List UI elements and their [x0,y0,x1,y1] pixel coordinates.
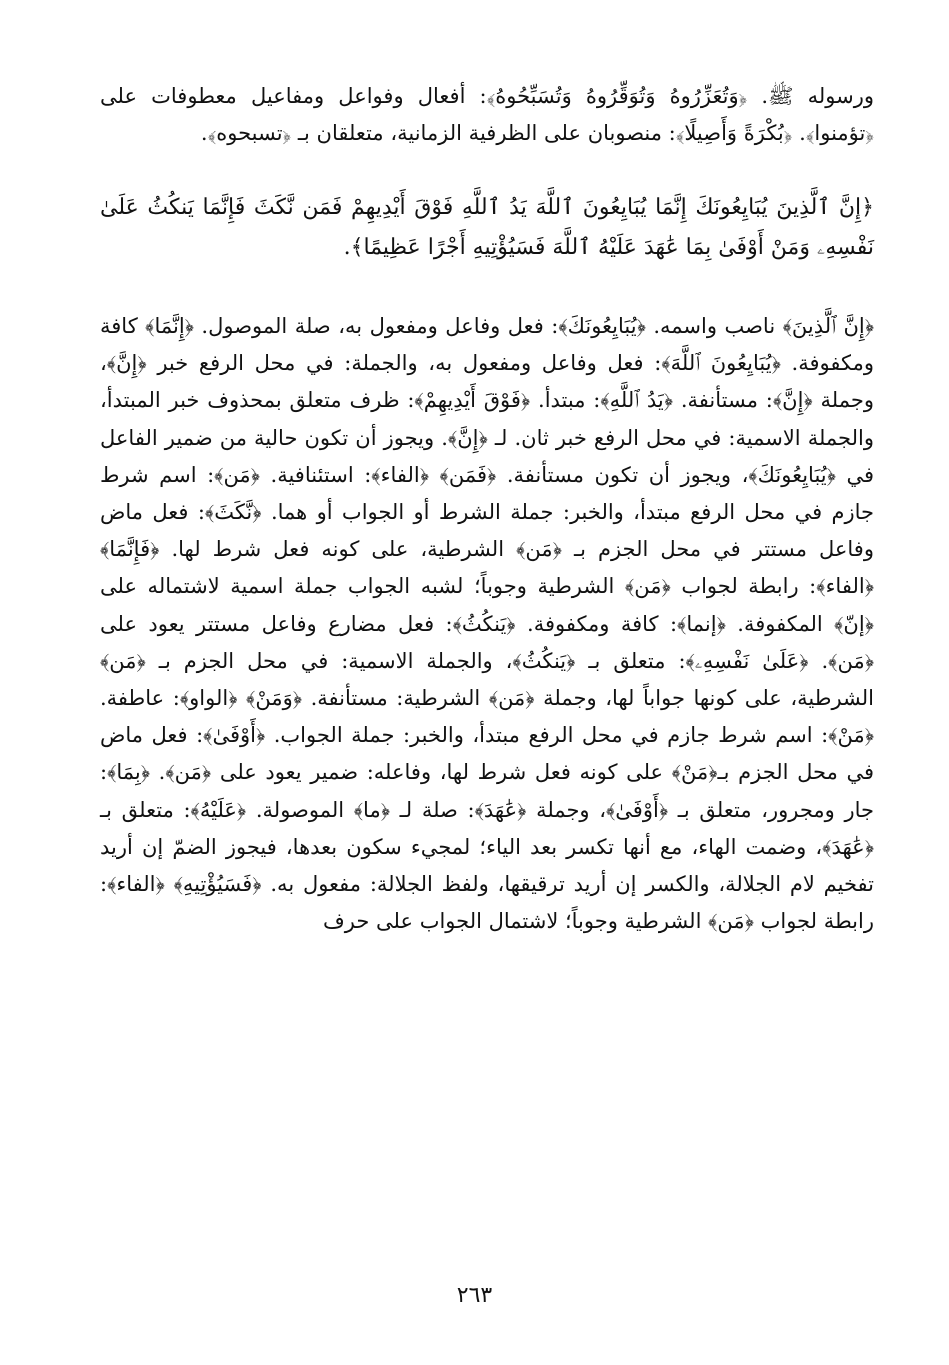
intro-paragraph: ورسوله ﷺ. ﴿وَتُعَزِّرُوهُ وَتُوَقِّرُوهُ وَتُسَبِّحُوهُ﴾: أفعال وفواعل ومفاعيل معطوفات على ﴿تؤمنوا﴾. ﴿بُكْرَةً وَأَصِيلًا﴾: منصوبان على الظرفية الزمانية، متعلقان بـ ﴿تسبحوه﴾. [100,84,874,145]
page-number: ٢٦٣ [456,1283,493,1308]
page-content [100,78,874,940]
quran-verse: ﴿إِنَّ ٱلَّذِينَ يُبَايِعُونَكَ إِنَّمَا يُبَايِعُونَ ٱللَّهَ يَدُ ٱللَّهِ فَوْقَ أَيْدِيهِمْ فَمَن نَّكَثَ فَإِنَّمَا يَنكُثُ عَلَىٰ نَفْسِهِۦ وَمَنْ أَوْفَىٰ بِمَا عَٰهَدَ عَلَيْهُ ٱللَّهَ فَسَيُؤْتِيهِ أَجْرًا عَظِيمًا﴾. [100,195,874,260]
commentary-paragraph: ﴿إِنَّ ٱلَّذِينَ﴾ ناصب واسمه. ﴿يُبَايِعُونَكَ﴾: فعل وفاعل ومفعول به، صلة الموصول. ﴿إِنَّمَا﴾ كافة ومكفوفة. ﴿يُبَايِعُونَ ٱللَّهَ﴾: فعل وفاعل ومفعول به، والجملة: في محل الرفع خبر ﴿إِنَّ﴾، وجملة ﴿إِنَّ﴾: مستأنفة. ﴿يَدُ ٱللَّهِ﴾: مبتدأ. ﴿فَوْقَ أَيْدِيهِمْ﴾: ظرف متعلق بمحذوف خبر المبتدأ، والجملة الاسمية: في محل الرفع خبر ثان. لـ ﴿إِنَّ﴾. ويجوز أن تكون حالية من ضمير الفاعل في ﴿يُبَايِعُونَكَ﴾، ويجوز أن تكون مستأنفة. ﴿فَمَن﴾ ﴿الفاء﴾: استئنافية. ﴿مَن﴾: اسم شرط جازم في محل الرفع مبتدأ، والخبر: جملة الشرط أو الجواب أو هما. ﴿نَّكَثَ﴾: فعل ماض وفاعل مستتر في محل الجزم بـ ﴿مَن﴾ الشرطية، على كونه فعل شرط لها. ﴿فَإِنَّمَا﴾ ﴿الفاء﴾: رابطة لجواب ﴿مَن﴾ الشرطية وجوباً؛ لشبه الجواب جملة اسمية لاشتماله على ﴿إنّ﴾ المكفوفة. ﴿إنما﴾: كافة ومكفوفة. ﴿يَنكُثُ﴾: فعل مضارع وفاعل مستتر يعود على ﴿مَن﴾. ﴿عَلَىٰ نَفْسِهِۦ﴾: متعلق بـ ﴿يَنكُثُ﴾، والجملة الاسمية: في محل الجزم بـ ﴿مَن﴾ الشرطية، على كونها جواباً لها، وجملة ﴿مَن﴾ الشرطية: مستأنفة. ﴿وَمَنْ﴾ ﴿الواو﴾: عاطفة. ﴿مَنْ﴾: اسم شرط جازم في محل الرفع مبتدأ، والخبر: جملة الجواب. ﴿أَوْفَىٰ﴾: فعل ماض في محل الجزم بـ﴿مَنْ﴾ على كونه فعل شرط لها، وفاعله: ضمير يعود على ﴿مَن﴾. ﴿بِمَا﴾: جار ومجرور، متعلق بـ ﴿أَوْفَىٰ﴾، وجملة ﴿عَٰهَدَ﴾: صلة لـ ﴿ما﴾ الموصولة. ﴿عَلَيْهُ﴾: متعلق بـ ﴿عَٰهَدَ﴾، وضمت الهاء، مع أنها تكسر بعد الياء؛ لمجيء سكون بعدها، فيجوز الضمّ إن أريد تفخيم لام الجلالة، والكسر إن أريد ترقيقها، ولفظ الجلالة: مفعول به. ﴿فَسَيُؤْتِيهِ﴾ ﴿الفاء﴾: رابطة لجواب ﴿مَن﴾ الشرطية وجوباً؛ لاشتمال الجواب على حرف [100,314,874,934]
